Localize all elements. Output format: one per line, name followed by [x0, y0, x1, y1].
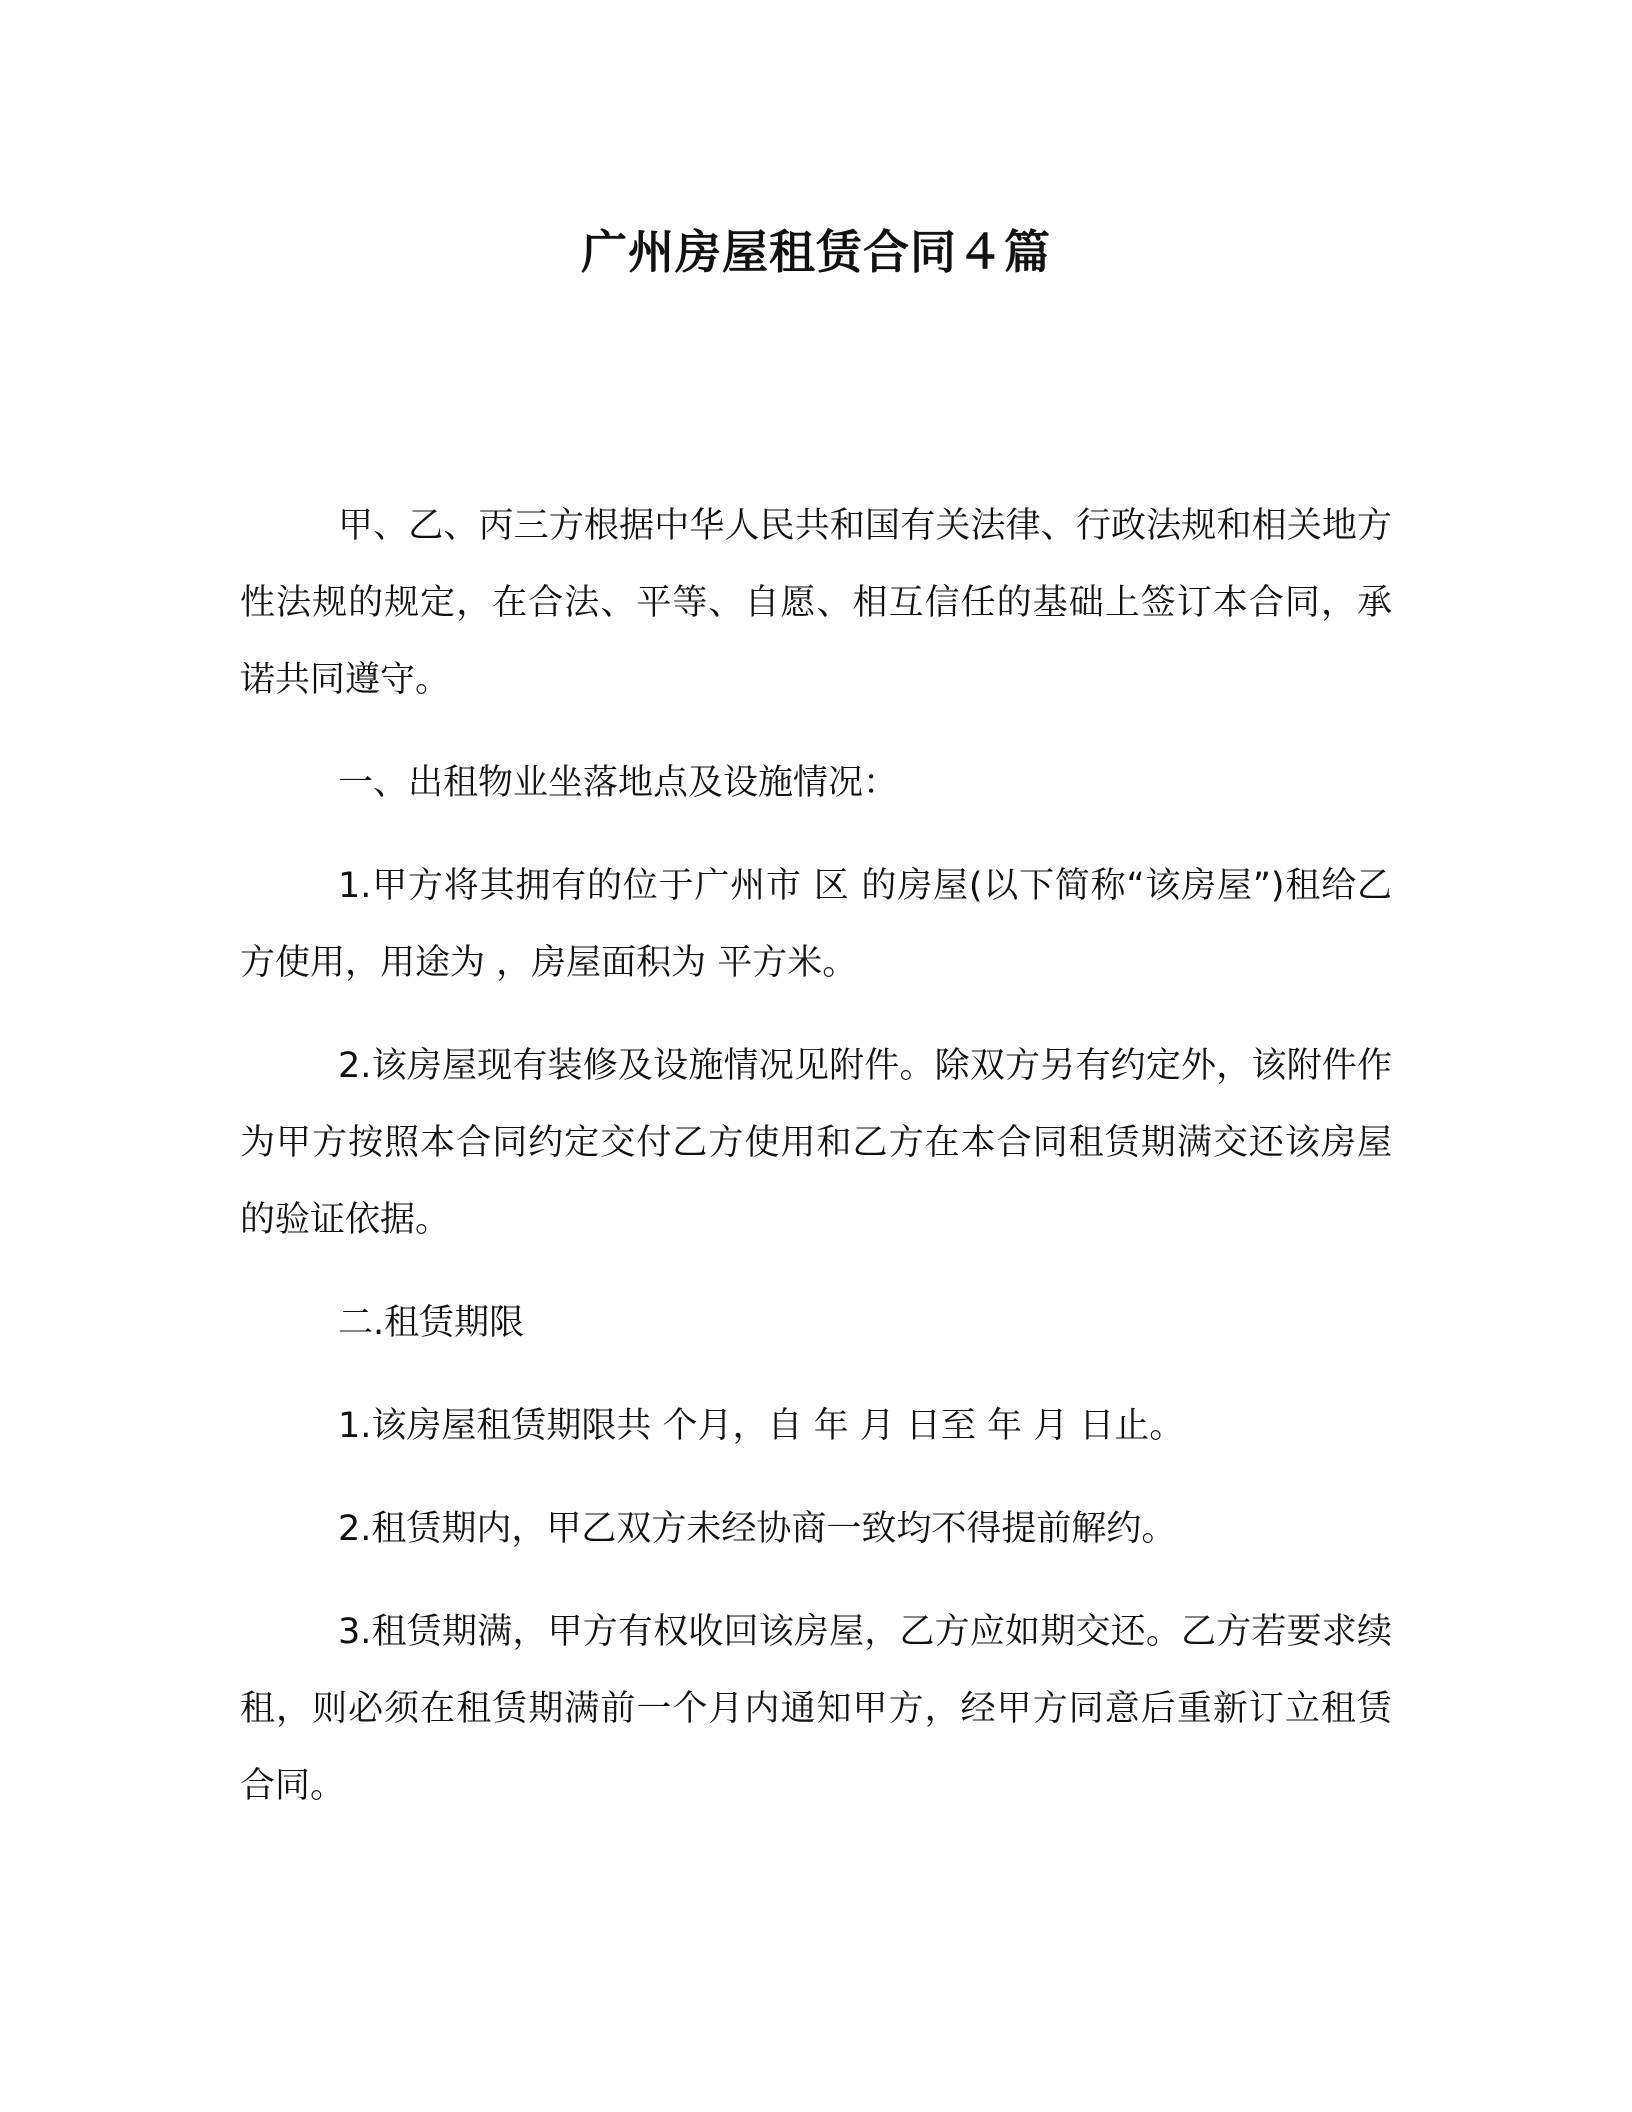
- paragraph-2-2: 2.租赁期内，甲乙双方未经协商一致均不得提前解约。: [338, 1509, 1177, 1549]
- document-title: 广州房屋租赁合同４篇: [581, 225, 1051, 279]
- document-body: [240, 488, 1392, 1851]
- paragraph-2-1: 1.该房屋租赁期限共 个月，自 年 月 日至 年 月 日止。: [338, 1406, 1185, 1446]
- paragraph-preamble: 甲、乙、丙三方根据中华人民共和国有关法律、行政法规和相关地方性法规的规定，在合法、平等、自愿、相互信任的基础上签订本合同，承诺共同遵守。: [240, 506, 1392, 700]
- paragraph-1-1: 1.甲方将其拥有的位于广州市 区 的房屋(以下简称“该房屋”)租给乙方使用，用途为 ，房屋面积为 平方米。: [240, 866, 1392, 983]
- section-heading-1: 一、出租物业坐落地点及设施情况：: [338, 763, 899, 803]
- paragraph-2-3: 3.租赁期满，甲方有权收回该房屋，乙方应如期交还。乙方若要求续租，则必须在租赁期满前一个月内通知甲方，经甲方同意后重新订立租赁合同。: [240, 1612, 1392, 1806]
- paragraph-1-2: 2.该房屋现有装修及设施情况见附件。除双方另有约定外，该附件作为甲方按照本合同约定交付乙方使用和乙方在本合同租赁期满交还该房屋的验证依据。: [240, 1046, 1392, 1240]
- section-heading-2: 二.租赁期限: [338, 1303, 525, 1343]
